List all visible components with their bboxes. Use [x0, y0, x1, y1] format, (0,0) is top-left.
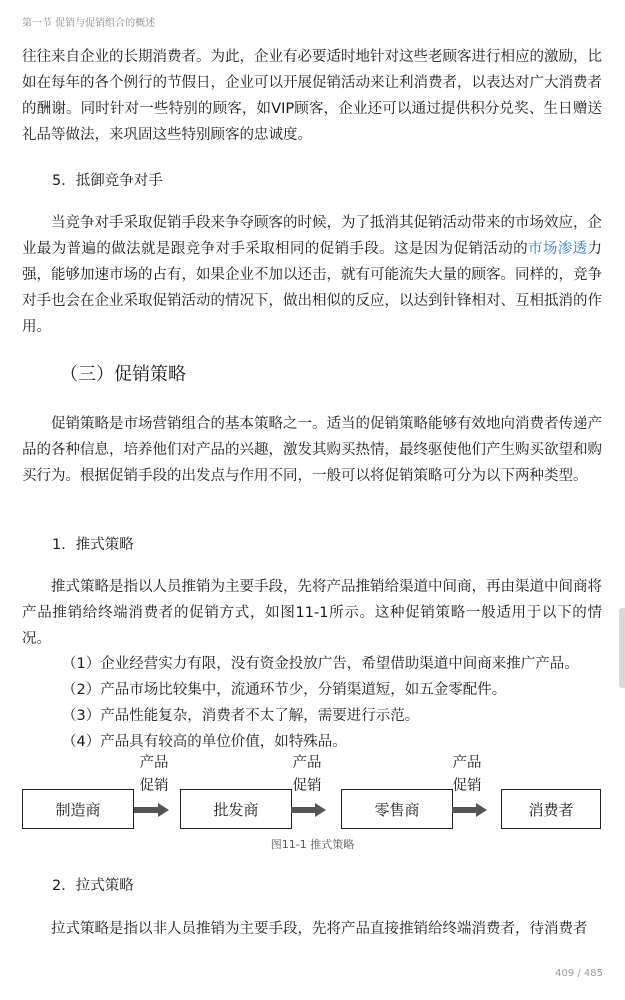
paragraph-competitors: 当竞争对手采取促销手段来争夺顾客的时候，为了抵消其促销活动带来的市场效应，企业最为普遍的做法就是跟竞争对手采取相同的促销手段。这是因为促销活动的市场渗透力强，能够加速市场的占有，如果企业不加以还击，就有可能流失大量的顾客。同样的，竞争对手也会在企业采取促销活动的情况下，做出相似的反应，以达到针锋相对、互相抵消的作用。	[22, 215, 603, 335]
right-arrow-icon	[452, 803, 488, 817]
arrow-label-promotion: 促销	[452, 778, 482, 794]
arrow-label-promotion: 促销	[292, 778, 322, 794]
market-penetration-link[interactable]: 市场渗透	[527, 241, 588, 257]
paragraph-loyal-customers: 往往来自企业的长期消费者。为此，企业有必要适时地针对这些老顾客进行相应的激励，比如在每年的各个例行的节假日，企业可以开展促销活动来让利消费者，以表达对广大消费者的酬谢。同时针对一些特别的顾客，如VIP顾客，企业还可以通过提供积分兑奖、生日赠送礼品等做法，来巩固这些特别顾客的忠诚度。	[22, 49, 602, 143]
list-item: （1）企业经营实力有限，没有资金投放广告，希望借助渠道中间商来推广产品。	[62, 656, 579, 672]
scroll-handle[interactable]	[619, 608, 625, 688]
box-consumer: 消费者	[501, 789, 601, 829]
list-item: （2）产品市场比较集中，流通环节少，分销渠道短，如五金零配件。	[62, 682, 507, 698]
chapter-header: 第一节 促销与促销组合的概述	[22, 18, 156, 29]
figure-caption: 图11-1 推式策略	[270, 838, 355, 851]
box-retailer: 零售商	[341, 789, 453, 829]
section-title-promotion-strategy: （三）促销策略	[60, 364, 186, 385]
paragraph-strategy-intro: 促销策略是市场营销组合的基本策略之一。适当的促销策略能够有效地向消费者传递产品的各种信息，培养他们对产品的兴趣，激发其购买热情，最终驱使他们产生购买欲望和购买行为。根据促销手段的出发点与作用不同，一般可以将促销策略可分为以下两种类型。	[22, 416, 602, 484]
paragraph-pull-strategy: 拉式策略是指以非人员推销为主要手段，先将产品直接推销给终端消费者，待消费者	[51, 921, 588, 937]
arrow-label-promotion: 促销	[139, 778, 169, 794]
list-item: （3）产品性能复杂，消费者不太了解，需要进行示范。	[62, 708, 420, 724]
subheading-push-strategy: 1．推式策略	[52, 537, 134, 553]
list-item: （4）产品具有较高的单位价值，如特殊品。	[62, 734, 347, 750]
right-arrow-icon	[291, 803, 327, 817]
paragraph-push-strategy: 推式策略是指以人员推销为主要手段，先将产品推销给渠道中间商，再由渠道中间商将产品推销给终端消费者的促销方式，如图11-1所示。这种促销策略一般适用于以下的情况。	[22, 579, 602, 647]
arrow-label-product: 产品	[139, 755, 169, 771]
subheading-pull-strategy: 2．拉式策略	[52, 878, 134, 894]
page-number: 409 / 485	[555, 968, 603, 979]
arrow-label-product: 产品	[292, 755, 322, 771]
right-arrow-icon	[134, 803, 170, 817]
subheading-resist-competitors: 5．抵御竞争对手	[52, 173, 163, 189]
box-manufacturer: 制造商	[22, 789, 134, 829]
arrow-label-product: 产品	[452, 755, 482, 771]
box-wholesaler: 批发商	[180, 789, 292, 829]
